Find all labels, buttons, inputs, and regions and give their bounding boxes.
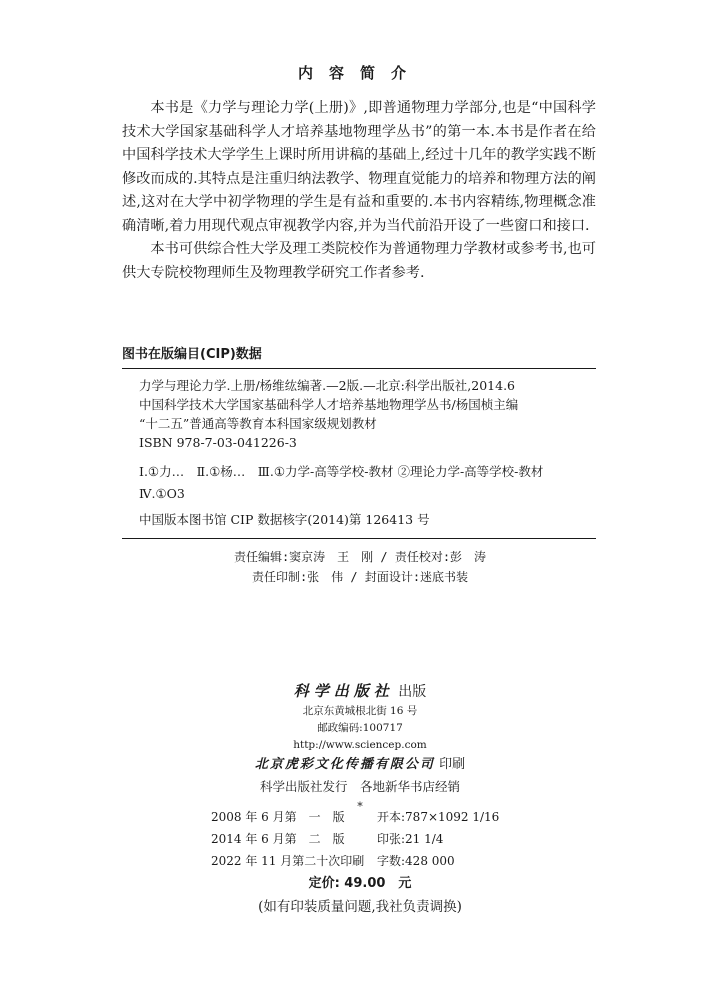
price: 定价: 49.00 元: [308, 876, 412, 891]
publisher-website: http://www.sciencep.com: [293, 739, 427, 751]
edition-date: 2014 年 6 月第 二 版: [211, 832, 345, 846]
printer-line: [0, 754, 720, 776]
edition-info: [211, 806, 531, 872]
intro-title: 内容简介: [297, 64, 422, 82]
edition-date: 2008 年 6 月第 一 版: [211, 810, 345, 824]
intro-body: [122, 97, 596, 285]
publisher-address: 北京东黄城根北街 16 号: [302, 705, 418, 717]
cip-isbn: ISBN 978-7-03-041226-3: [139, 435, 297, 450]
cip-line: 力学与理论力学.上册/杨维纮编著.—2版.—北京:科学出版社,2014.6: [139, 378, 516, 393]
quality-notice: (如有印装质量问题,我社负责调换): [258, 899, 462, 915]
cip-bottom-rule: [122, 538, 596, 539]
intro-paragraph: 本书可供综合性大学及理工类院校作为普通物理力学教材或参考书,也可供大专院校物理师生及物理教学研究工作者参考.: [122, 241, 596, 281]
editors-line: 责任编辑:窦京涛 王 刚 / 责任校对:彭 涛: [233, 550, 487, 564]
cip-record: [139, 376, 599, 452]
edition-spec: 印张:21 1/4: [377, 832, 444, 846]
editors-line: 责任印制:张 伟 / 封面设计:迷底书装: [251, 570, 469, 584]
cip-line: 中国科学技术大学国家基础科学人才培养基地物理学丛书/杨国桢主编: [139, 397, 519, 412]
edition-spec: 开本:787×1092 1/16: [377, 810, 500, 824]
cip-classification: Ⅰ.①力… Ⅱ.①杨… Ⅲ.①力学-高等学校-教材 ②理论力学-高等学校-教材 Ⅳ.①O3: [139, 464, 556, 501]
publisher-postcode: 邮政编码:100717: [317, 722, 403, 734]
edition-row: [211, 828, 531, 850]
printer-suffix: 印刷: [439, 757, 466, 772]
distribution-line: 科学出版社发行 各地新华书店经销: [259, 779, 460, 794]
colophon: [0, 680, 720, 814]
publisher-name: 科学出版社: [293, 682, 394, 700]
publisher-suffix: 出版: [398, 684, 427, 700]
edition-date: 2022 年 11 月第二十次印刷: [211, 854, 365, 868]
cip-line: “十二五”普通高等教育本科国家级规划教材: [139, 416, 377, 431]
edition-row: [211, 806, 531, 828]
cip-heading: 图书在版编目(CIP)数据: [122, 347, 262, 362]
cip-record-number: 中国版本图书馆 CIP 数据核字(2014)第 126413 号: [139, 512, 430, 527]
editors-credits: [0, 547, 720, 587]
separator-star: *: [357, 800, 363, 813]
publisher-line: [0, 680, 720, 703]
edition-spec: 字数:428 000: [377, 854, 455, 868]
printer-name: 北京虎彩文化传播有限公司: [254, 757, 435, 772]
cip-top-rule: [122, 368, 596, 369]
intro-paragraph: 本书是《力学与理论力学(上册)》,即普通物理力学部分,也是“中国科学技术大学国家基础科学人才培养基地物理学丛书”的第一本.本书是作者在给中国科学技术大学学生上课时所用讲稿的基础上,经过十几年的教学实践不断修改而成的.其特点是注重归纳法教学、物理直觉能力的培养和物理方法的阐述,这对在大学中初学物理的学生是有益和重要的.本书内容精练,物理概念准确清晰,着力用现代观点审视教学内容,并为当代前沿开设了一些窗口和接口.: [122, 100, 596, 234]
edition-row: [211, 850, 531, 872]
